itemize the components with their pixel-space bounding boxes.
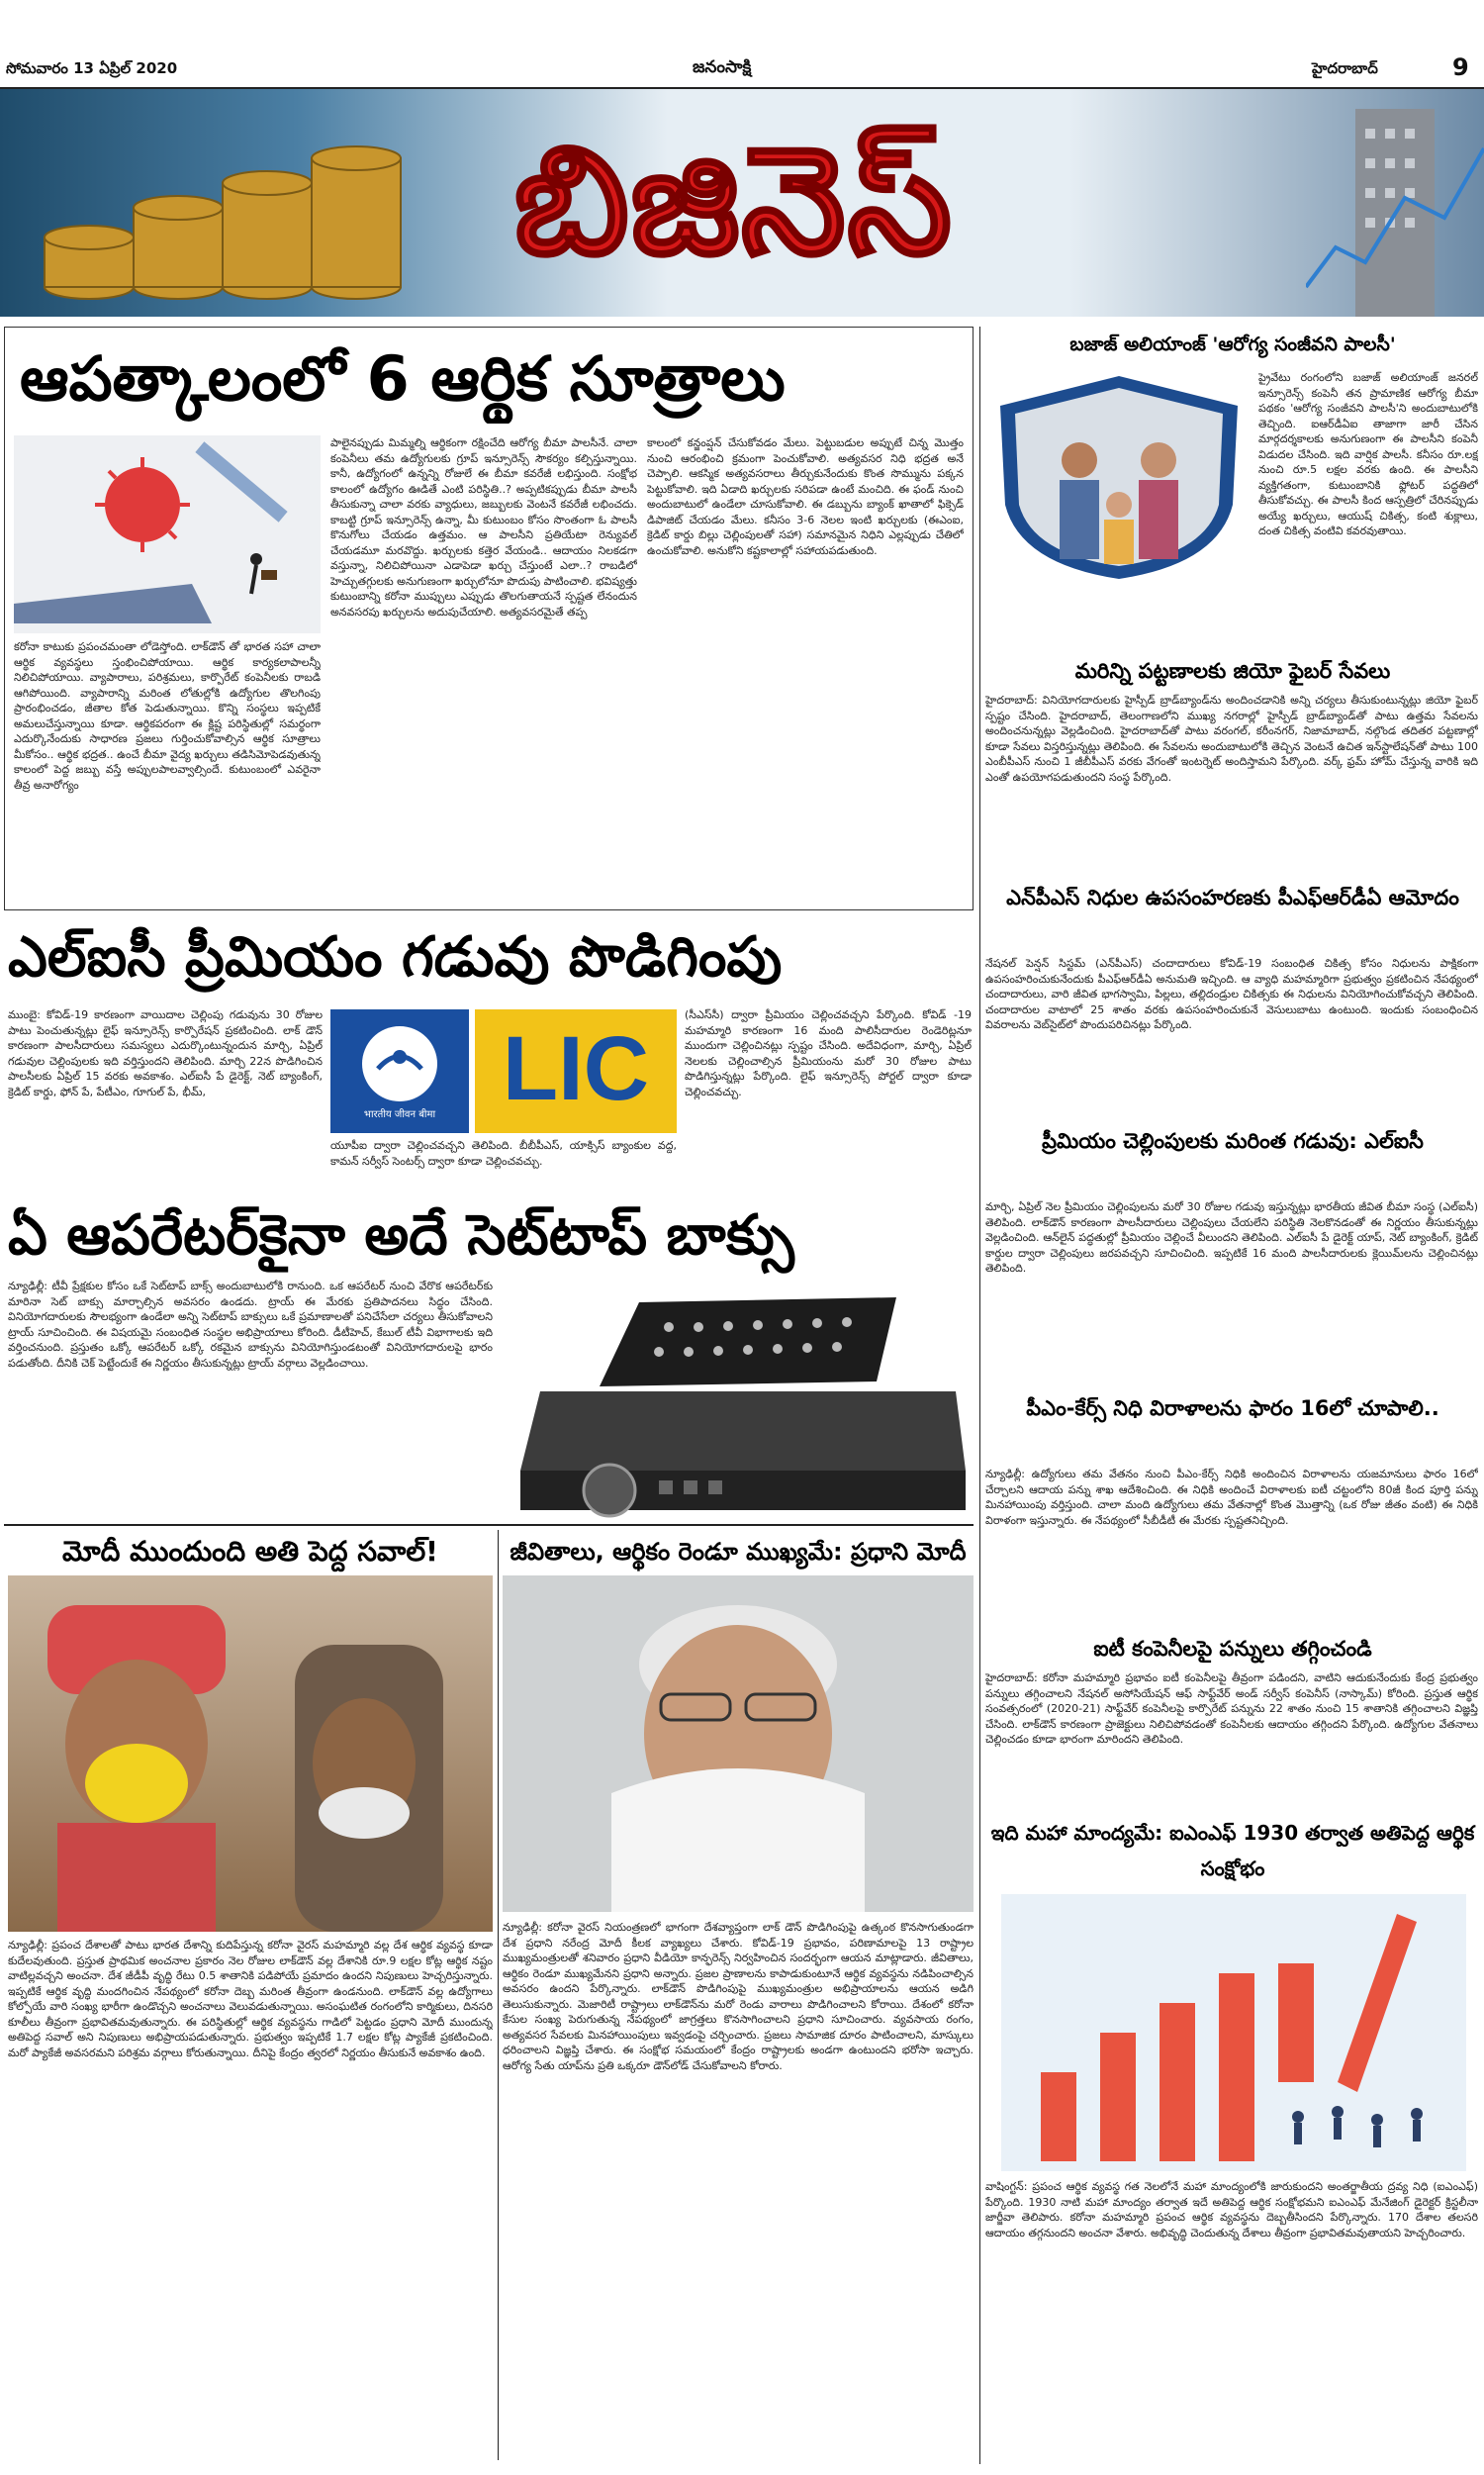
modi-column-divider <box>498 1530 499 2460</box>
pmcares-title: పీఎం-కేర్స్ నిధి విరాళాలను ఫారం 16లో చూపాలి.. <box>1026 1396 1439 1420</box>
coins-graphic <box>0 89 416 317</box>
nps-title: ఎన్‌పీఎస్ నిధుల ఉపసంహరణకు పీఎఫ్‌ఆర్‌డీఏ ఆమోదం <box>1006 886 1459 909</box>
imf-image <box>1001 1894 1466 2171</box>
masthead-city: హైదరాబాద్ <box>1312 59 1378 77</box>
settop-article-title: ఏ ఆపరేటర్‌కైనా అదే సెట్‌టాప్ బాక్సు <box>8 1203 794 1268</box>
lead-article-title: ఆపత్కాలంలో 6 ఆర్థిక సూత్రాలు <box>20 342 786 415</box>
modi-lives-image <box>503 1575 974 1912</box>
it-tax-text: హైదరాబాద్: కరోనా మహమ్మారి ప్రభావం ఐటీ కంపెనీలపై తీవ్రంగా పడిందని, వాటిని ఆదుకునేందుకు కేంద్ర ప్రభుత్వం పన్నులు తగ్గించాలని నేషనల్ అసోసియేషన్ ఆఫ్ సాఫ్ట్‌వేర్ అండ్ సర్వీస్ కంపెనీస్ (నాస్కామ్) కోరింది. ప్రస్తుత ఆర్థిక సంవత్సరంలో (2020-21) సాఫ్ట్‌వేర్ కంపెనీలపై కార్పొరేట్ పన్నును 22 శాతం నుంచి 15 శాతానికి తగ్గించాలని విజ్ఞప్తి చేసింది. లాక్‌డౌన్ కారణంగా ప్రాజెక్టులు నిలిచిపోవడంతో కంపెనీలకు ఆదాయం తగ్గిందని పేర్కొంది. ఉద్యోగుల వేతనాలు చెల్లించడం కూడా భారంగా మారిందని తెలిపింది. <box>985 1671 1478 1746</box>
section-banner <box>0 89 1484 317</box>
bajaj-text: ప్రైవేటు రంగంలోని బజాజ్ అలియాంజ్ జనరల్ ఇన్సూరెన్స్ కంపెనీ తన ప్రామాణిక ఆరోగ్య బీమా పథకం 'ఆరోగ్య సంజీవని పాలసీ'ని అందుబాటులోకి తెచ్చింది. ఐఆర్‌డీఏఐ తాజాగా జారీ చేసిన మార్గదర్శకాలకు అనుగుణంగా ఈ పాలసీని కంపెనీ విడుదల చేసింది. ఇది వార్షిక పాలసీ. కనీసం రూ.లక్ష నుంచి రూ.5 లక్షల వరకు ఉంది. ఈ పాలసీని వ్యక్తిగతంగా, కుటుంబానికి ఫ్లోటర్ పద్ధతిలో తీసుకోవచ్చు. ఈ పాలసీ కింద ఆస్పత్రిలో చేరినప్పుడు అయ్యే ఖర్చులు, ఆయుష్ చికిత్స, కంటి శుక్లాలు, దంత చికిత్స వంటివి కవరవుతాయి. <box>1258 371 1478 537</box>
lic-article-col1: ముంబై: కోవిడ్-19 కారణంగా వాయిదాల చెల్లింపు గడువును 30 రోజుల పాటు పెంచుతున్నట్లు లైఫ్ ఇన్సూరెన్స్ కార్పొరేషన్ ప్రకటించింది. లాక్ డౌన్ కారణంగా పాలసీదారులు సమస్యలు ఎదుర్కొంటున్నందున మార్చి, ఏప్రిల్ గడువుల చెల్లింపులకు ఇది వర్తిస్తుందని తెలిపింది. మార్చి 22న పొడిగించిన పాలసీలకు ఏప్రిల్ 15 వరకు అవకాశం. ఎల్ఐసీ పే డైరెక్ట్, నెట్ బ్యాంకింగ్, క్రెడిట్ కార్డు, ఫోన్ పే, పేటీఎం, గూగుల్ పే, భీమ్, <box>8 1008 323 1098</box>
lic-emblem-text: भारतीय जीवन बीमा <box>363 1109 436 1120</box>
lic-article-title: ఎల్ఐసీ ప్రీమియం గడువు పొడిగింపు <box>8 925 783 990</box>
pmcares-text: న్యూఢిల్లీ: ఉద్యోగులు తమ వేతనం నుంచి పీఎం-కేర్స్ నిధికి అందించిన విరాళాలను యజమానులు ఫారం 16లో చేర్చాలని ఆదాయ పన్ను శాఖ ఆదేశించింది. ఈ నిధికి అందించే విరాళాలకు ఐటీ చట్టంలోని 80జీ కింద పూర్తి పన్ను మినహాయింపు వర్తిస్తుంది. చాలా మంది ఉద్యోగులు తమ వేతనాల్లో కొంత మొత్తాన్ని (ఒక రోజు జీతం వంటి) ఈ నిధికి విరాళంగా ఇస్తున్నారు. ఈ నేపథ్యంలో సీబీడీటీ ఈ మేరకు స్పష్టతనిచ్చింది. <box>985 1468 1478 1527</box>
masthead-paper-name: జనంసాక్షి <box>693 57 752 77</box>
modi-lives-title: జీవితాలు, ఆర్థికం రెండూ ముఖ్యమే: ప్రధాని మోదీ <box>510 1538 967 1566</box>
nps-text: నేషనల్ పెన్షన్ సిస్టమ్ (ఎన్‌పీఎస్) చందాదారులు కోవిడ్-19 సంబంధిత చికిత్స కోసం నిధులను పాక్షికంగా ఉపసంహరించుకునేందుకు పీఎఫ్‌ఆర్‌డీఏ అనుమతి ఇచ్చింది. ఆ వ్యాధి మహమ్మారిగా ప్రభుత్వం ప్రకటించిన నేపథ్యంలో చందాదారులు, వారి జీవిత భాగస్వామి, పిల్లలు, తల్లిదండ్రుల చికిత్సకు ఈ నిధులను వినియోగించుకోవచ్చని తెలిపింది. చందాదారుల వాటాలో 25 శాతం వరకు ఉపసంహరించుకునే వెసులుబాటు ఉంటుంది. ఇందుకు సంబంధించిన వివరాలను వెబ్‌సైట్‌లో పొందుపరిచినట్లు పేర్కొంది. <box>985 957 1478 1031</box>
mid-divider <box>4 1524 974 1526</box>
masthead-date: సోమవారం 13 ఏప్రిల్ 2020 <box>6 59 178 77</box>
lic-logo-image <box>330 1009 677 1133</box>
imf-title: ఇది మహా మాంద్యమే: ఐఎంఎఫ్ 1930 తర్వాత అతిపెద్ద ఆర్థిక సంక్షోభం <box>990 1821 1475 1880</box>
lead-article-col3: కాలంలో కన్జంప్షన్ చేసుకోవడం మేలు. పెట్టుబడుల అప్పుటే చిన్న మొత్తం నుంచి ఆరంభించి క్రమంగా పెంచుకోవాలి. అత్యవసర నిధి భద్రత అనే చెప్పాలి. ఆకస్మిక అత్యవసరాలు తీర్చుకునేందుకు కొంత సొమ్మును పక్కన పెట్టుకోవాలి. ఇది ఏడాది ఖర్చులకు సరిపడా ఉంటే మంచిది. ఈ ఫండ్ నుంచి అందుబాటులో ఉండేలా చూసుకోవాలి. ఈ డబ్బును బ్యాంక్ ఖాతాలో ఫిక్సెడ్ డిపాజిట్ చేయడం మేలు. కనీసం 3-6 నెలల ఇంటి ఖర్చులకు (ఈఎంఐ, క్రెడిట్ కార్డు బిల్లు చెల్లింపులతో సహా) సమానమైన నిధిని ఎల్లప్పుడు చేతిలో ఉంచుకోవాలి. అనుకోని కష్టకాలాల్లో సహాయపడుతుంది. <box>647 436 964 557</box>
lead-article-col2: పాలైనప్పుడు మిమ్మల్ని ఆర్థికంగా రక్షించేది ఆరోగ్య బీమా పాలసీనే. చాలా కంపెనీలు తమ ఉద్యోగులకు గ్రూప్ ఇన్సూరెన్స్ సౌకర్యం కల్పిస్తున్నాయి. కానీ, ఉద్యోగంలో ఉన్నన్ని రోజులే ఈ బీమా కవరేజీ లభిస్తుంది. సంక్షోభ కాలంలో ఉద్యోగం ఊడితే ఎంటి పరిస్థితి..? అప్పటికప్పుడు బీమా పాలసీ తీసుకున్నా చాలా వరకు వ్యాధులు, జబ్బులకు వెంటనే కవరేజీ లభించదు. కాబట్టి గ్రూప్ ఇన్సూరెన్స్ ఉన్నా, మీ కుటుంబం కోసం సొంతంగా ఓ పాలసీ కొనుగోలు చేయడం ఉత్తమం. ఆ పాలసీని ప్రతియేటా రెన్యువల్ చేయడమూ మరవొద్దు. ఖర్చులకు కత్తెర వేయండి.. ఆదాయం నిలకడగా వస్తున్నా, నిలిచిపోయినా ఎడాపెడా ఖర్చు చేస్తుంటే ఎలా..? రాబడిలో హెచ్చుతగ్గులకు అనుగుణంగా ఖర్చులోనూ పొదుపు పాటించాలి. భవిష్యత్తు కుటుంబాన్ని కరోనా ముప్పులు ఎప్పుడు తొలగుతాయనే స్పష్టత లేనందున అనవసరపు ఖర్చులను అదుపుచేయాలి. అత్యవసరమైతే తప్ప <box>330 436 637 619</box>
page-number: 9 <box>1452 53 1469 81</box>
lead-article-image <box>14 435 321 633</box>
lead-article-col1: కరోనా కాటుకు ప్రపంచమంతా లోడెస్తోంది. లాక్‌డౌన్ తో భారత సహా చాలా ఆర్థిక వ్యవస్థలు స్తంభించిపోయాయి. ఆర్థిక కార్యకలాపాలన్నీ నిలిచిపోయాయి. వ్యాపారాలు, పరిశ్రమలు, కార్పొరేట్ కంపెనీలకు రాబడి ఆగిపోయింది. వ్యాపారాన్ని మరింత లోతుల్లోకి ఉద్యోగుల తొలగింపు ప్రారంభించడం, జీతాల కోత పెడుతున్నాయి. కొన్ని సంస్థలు ఇప్పటికే అమలుచేస్తున్నాయి కూడా. ఆర్థికపరంగా ఈ క్లిష్ట పరిస్థితుల్లో సమర్థంగా ఎదుర్కొనేందుకు సాధారణ ప్రజలు గుర్తించుకోవాల్సిన ఆర్థిక సూత్రాలు మీకోసం.. ఆర్థిక భద్రత.. ఉంచే బీమా వైద్య ఖర్చులు తడిసిమోపెడవుతున్న కాలంలో పెద్ద జబ్బు వస్తే అప్పులపాలవ్వాల్సిందే. కుటుంబంలో ఎవరైనా తీవ్ర అనారోగ్యం <box>14 640 321 792</box>
section-title: బిజినెస్ <box>514 114 954 288</box>
modi-challenge-image <box>8 1575 493 1932</box>
bajaj-image <box>985 366 1252 582</box>
jio-title: మరిన్ని పట్టణాలకు జియో ఫైబర్ సేవలు <box>1074 659 1391 683</box>
modi-challenge-text: న్యూఢిల్లీ: ప్రపంచ దేశాలతో పాటు భారత దేశాన్ని కుదిపేస్తున్న కరోనా వైరస్ మహమ్మారి వల్ల దేశ ఆర్థిక వ్యవస్థ కూడా కుదేలవుతుంది. ప్రస్తుత ప్రాథమిక అంచనాల ప్రకారం నెల రోజుల లాక్‌డౌన్ వల్ల దేశానికి రూ.9 లక్షల కోట్ల ఆర్థిక నష్టం వాటిల్లవచ్చని అంచనా. దేశ జీడీపీ వృద్ధి రేటు 0.5 శాతానికి పడిపోయే ప్రమాదం ఉందని నిపుణులు హెచ్చరిస్తున్నారు. ఇప్పటికే ఆర్థిక వృద్ధి మందగించిన నేపథ్యంలో కరోనా దెబ్బ మరింత తీవ్రంగా ఉండనుంది. లాక్‌డౌన్ వల్ల ఉద్యోగాలు కోల్పోయే వారి సంఖ్య భారీగా ఉండొచ్చని అంచనాలు వెలువడుతున్నాయి. అసంఘటిత రంగంలోని కార్మికులు, దినసరి కూలీలు తీవ్రంగా ప్రభావితమవుతున్నారు. ఈ పరిస్థితుల్లో ఆర్థిక వ్యవస్థను గాడిలో పెట్టడం ప్రధాని మోదీ ముందున్న అతిపెద్ద సవాల్ అని నిపుణులు అభిప్రాయపడుతున్నారు. ప్రభుత్వం ఇప్పటికే 1.7 లక్షల కోట్ల ప్యాకేజీ ప్రకటించింది. మరో ప్యాకేజీ అవసరమని పరిశ్రమ వర్గాలు కోరుతున్నాయి. దీనిపై కేంద్రం త్వరలో నిర్ణయం తీసుకునే అవకాశం ఉంది. <box>8 1939 493 2059</box>
right-column-divider <box>979 327 980 2464</box>
settop-article-text: న్యూఢిల్లీ: టీవీ ప్రేక్షకుల కోసం ఒకే సెట్‌టాప్ బాక్స్ అందుబాటులోకి రానుంది. ఒక ఆపరేటర్ నుంచి వేరొక ఆపరేటర్‌కు మారినా సెట్ బాక్సు మార్చాల్సిన అవసరం ఉండదు. ట్రాయ్ ఈ మేరకు ప్రతిపాదనలు సిద్ధం చేసింది. వినియోగదారులకు సౌలభ్యంగా ఉండేలా అన్ని సెట్‌టాప్ బాక్సులు ఒకే ప్రమాణాలతో పనిచేసేలా చర్యలు తీసుకోవాలని ట్రాయ్ సూచించింది. ఈ విషయమై సంబంధిత సంస్థల అభిప్రాయాలు కోరింది. డీటీహెచ్, కేబుల్ టీవీ విభాగాలకు ఇది వర్తించనుంది. ప్రస్తుతం ఒక్కో ఆపరేటర్ ఒక్కో రకమైన బాక్సును వినియోగిస్తుండటంతో వినియోగదారులపై భారం పడుతోంది. దీనికి చెక్ పెట్టేందుకే ఈ నిర్ణయం తీసుకున్నట్లు ట్రాయ్ వర్గాలు వెల్లడించాయి. <box>8 1280 493 1370</box>
lic-article-col2: యూపీఐ ద్వారా చెల్లించవచ్చని తెలిపింది. బీబీపీఎస్, యాక్సిస్ బ్యాంకుల వద్ద, కామన్ సర్వీస్ సెంటర్స్ ద్వారా కూడా చెల్లించవచ్చు. <box>330 1139 677 1168</box>
building-graphic <box>1306 89 1484 317</box>
bajaj-title: బజాజ్ అలియాంజ్ 'ఆరోగ్య సంజీవని పాలసీ' <box>1069 333 1396 355</box>
settop-box-image <box>501 1283 974 1520</box>
jio-text: హైదరాబాద్: వినియోగదారులకు హైస్పీడ్ బ్రాడ్‌బ్యాండ్‌ను అందించడానికి అన్ని చర్యలు తీసుకుంటున్నట్లు జియో ఫైబర్ స్పష్టం చేసింది. హైదరాబాద్, తెలంగాణలోని ముఖ్య నగరాల్లో హైస్పీడ్ బ్రాడ్‌బ్యాండ్‌తో పాటు ఉత్తమ సేవలను అందించనున్నట్లు వెల్లడించింది. హైదరాబాద్‌తో పాటు వరంగల్, కరీంనగర్, నిజామాబాద్, నల్గొండ తదితర పట్టణాల్లో కూడా సేవలు విస్తరిస్తున్నట్లు తెలిపింది. ఈ సేవలను అందుబాటులోకి తెచ్చిన వెంటనే ఉచిత ఇన్‌స్టాలేషన్‌తో పాటు 100 ఎంబీపీఎస్ నుంచి 1 జీబీపీఎస్ వరకు వేగంతో ఇంటర్నెట్ అందిస్తామని పేర్కొంది. వర్క్ ఫ్రమ్ హోమ్ చేస్తున్న వారికి ఇది ఎంతో ఉపయోగపడుతుందని సంస్థ పేర్కొంది. <box>985 694 1478 784</box>
imf-text: వాషింగ్టన్: ప్రపంచ ఆర్థిక వ్యవస్థ గత నెలలోనే మహా మాంద్యంలోకి జారుకుందని అంతర్జాతీయ ద్రవ్య నిధి (ఐఎంఎఫ్) పేర్కొంది. 1930 నాటి మహా మాంద్యం తర్వాత ఇదే అతిపెద్ద ఆర్థిక సంక్షోభమని ఐఎంఎఫ్ మేనేజింగ్ డైరెక్టర్ క్రిస్టలీనా జార్జీవా తెలిపారు. కరోనా మహమ్మారి ప్రపంచ ఆర్థిక వ్యవస్థను దెబ్బతీసిందని పేర్కొన్నారు. 170 దేశాల తలసరి ఆదాయం తగ్గనుందని అంచనా వేశారు. అభివృద్ధి చెందుతున్న దేశాలు తీవ్రంగా ప్రభావితమవుతాయని హెచ్చరించారు. <box>985 2180 1478 2239</box>
premium-title: ప్రీమియం చెల్లింపులకు మరింత గడువు: ఎల్ఐసీ <box>1042 1129 1424 1153</box>
lic-article-col3: (సీఎస్‌సీ) ద్వారా ప్రీమియం చెల్లించవచ్చని పేర్కొంది. కోవిడ్ -19 మహమ్మారి కారణంగా 16 మంది పాలిసీదారుల రెండెరిట్లనూ ముందుగా చెల్లించినట్లు స్పష్టం చేసింది. అదేవిధంగా, మార్చి, ఏప్రిల్ నెలలకు చెల్లించాల్సిన ప్రీమియంను మరో 30 రోజుల పాటు పొడిగిస్తున్నట్లు పేర్కొంది. లైఫ్ ఇన్సూరెన్స్ పోర్టల్ ద్వారా కూడా చెల్లించవచ్చు. <box>685 1008 972 1098</box>
lic-logo-text: LIC <box>502 1018 650 1119</box>
premium-text: మార్చి, ఏప్రిల్ నెల ప్రీమియం చెల్లింపులను మరో 30 రోజుల గడువు ఇస్తున్నట్లు భారతీయ జీవిత బీమా సంస్థ (ఎల్ఐసీ) తెలిపింది. లాక్‌డౌన్ కారణంగా పాలసీదారులు చెల్లింపులు చేయలేని పరిస్థితి నెలకొనడంతో ఈ నిర్ణయం తీసుకున్నట్లు వెల్లడించింది. ఆన్‌లైన్ పద్ధతుల్లో ప్రీమియం చెల్లించే వీలుందని తెలిపింది. ఎల్ఐసీ పే డైరెక్ట్ యాప్, నెట్ బ్యాంకింగ్, క్రెడిట్ కార్డుల ద్వారా చెల్లింపులు జరపవచ్చని సూచించింది. ఇప్పటికే 16 మంది పాలసీదారులకు క్లెయిమ్‌లను చెల్లించినట్లు తెలిపింది. <box>985 1200 1478 1275</box>
modi-lives-text: న్యూఢిల్లీ: కరోనా వైరస్ నియంత్రణలో భాగంగా దేశవ్యాప్తంగా లాక్ డౌన్ పొడిగింపుపై ఉత్కంఠ కొనసాగుతుండగా దేశ ప్రధాని నరేంద్ర మోదీ కీలక వ్యాఖ్యలు చేశారు. కోవిడ్-19 ప్రభావం, పరిణామాలపై 13 రాష్ట్రాల ముఖ్యమంత్రులతో శనివారం ప్రధాని వీడియో కాన్ఫరెన్స్ నిర్వహించిన సందర్భంగా ఆయన మాట్లాడారు. జీవితాలు, ఆర్థికం రెండూ ముఖ్యమేనని ప్రధాని అన్నారు. ప్రజల ప్రాణాలను కాపాడుకుంటూనే ఆర్థిక వ్యవస్థను నడిపించాల్సిన అవసరం ఉందని పేర్కొన్నారు. లాక్‌డౌన్ పొడిగింపుపై ముఖ్యమంత్రుల అభిప్రాయాలను ఆయన అడిగి తెలుసుకున్నారు. మెజారిటీ రాష్ట్రాలు లాక్‌డౌన్‌ను మరో రెండు వారాలు పొడిగించాలని కోరాయి. దేశంలో కరోనా కేసుల సంఖ్య పెరుగుతున్న నేపథ్యంలో జాగ్రత్తలు కొనసాగించాలని ప్రధాని సూచించారు. వ్యవసాయ రంగం, అత్యవసర సేవలకు మినహాయింపులు ఇవ్వడంపై చర్చించారు. ప్రజలు సామాజిక దూరం పాటించాలని, మాస్కులు ధరించాలని విజ్ఞప్తి చేశారు. ఈ సంక్షోభ సమయంలో కేంద్రం రాష్ట్రాలకు అండగా ఉంటుందని భరోసా ఇచ్చారు. ఆరోగ్య సేతు యాప్‌ను ప్రతి ఒక్కరూ డౌన్‌లోడ్ చేసుకోవాలని కోరారు. <box>503 1921 974 2072</box>
modi-challenge-title: మోదీ ముందుంది అతి పెద్ద సవాల్! <box>62 1535 438 1568</box>
it-tax-title: ఐటీ కంపెనీలపై పన్నులు తగ్గించండి <box>1093 1637 1372 1661</box>
